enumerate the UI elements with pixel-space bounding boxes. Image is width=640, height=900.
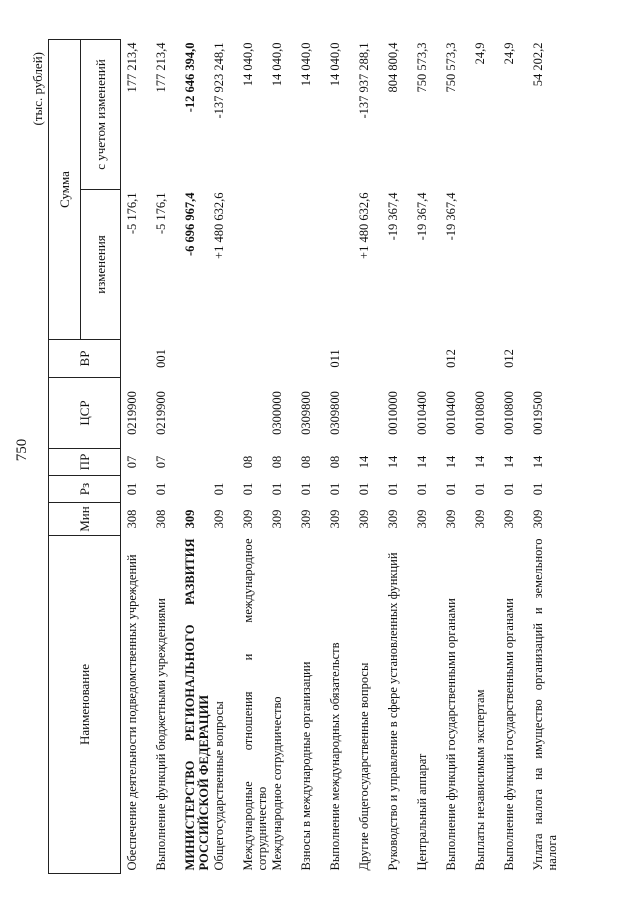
row-pr: 08 — [299, 455, 313, 469]
row-csr: 0309800 — [299, 391, 313, 435]
row-name: Выполнение международных обязательств — [328, 642, 342, 871]
row-csr: 0300000 — [270, 391, 284, 435]
row-name: Обеспечение деятельности подведомственных учреждений — [125, 554, 139, 871]
row-name: Руководство и управление в сфере установленных функций — [386, 552, 400, 871]
row-csr: 0010800 — [502, 391, 516, 435]
row-total: 750 573,3 — [415, 42, 429, 93]
table-row — [444, 40, 473, 874]
row-total: 54 202,2 — [531, 42, 545, 87]
table-row — [154, 40, 183, 874]
row-name: Выполнение функций государственными органами — [502, 598, 516, 871]
table-row — [502, 40, 531, 874]
row-pr: 07 — [125, 455, 139, 469]
row-min: 309 — [270, 509, 284, 529]
units-label: (тыс. рублей) — [30, 52, 45, 126]
row-pr: 14 — [386, 455, 400, 469]
row-csr — [212, 378, 241, 449]
row-changes: -19 367,4 — [415, 192, 429, 241]
row-name: Выполнение функций бюджетными учреждениями — [154, 598, 168, 871]
row-vr: 001 — [154, 349, 168, 368]
row-csr — [241, 378, 270, 449]
row-rz: 01 — [444, 482, 458, 496]
row-min: 309 — [241, 509, 255, 529]
row-changes: -5 176,1 — [125, 192, 139, 235]
row-pr: 14 — [502, 455, 516, 469]
row-vr — [183, 340, 212, 378]
row-csr — [357, 378, 386, 449]
row-changes — [270, 190, 299, 340]
row-min: 309 — [212, 509, 226, 529]
row-rz: 01 — [270, 482, 284, 496]
row-total: 24,9 — [473, 42, 487, 65]
row-name: Выполнение функций государственными органами — [444, 598, 458, 871]
header-csr: ЦСР — [49, 378, 121, 449]
table-row — [270, 40, 299, 874]
table-row — [415, 40, 444, 874]
row-min: 309 — [502, 509, 516, 529]
row-min: 309 — [357, 509, 371, 529]
row-pr: 14 — [473, 455, 487, 469]
row-changes — [473, 190, 502, 340]
row-min: 309 — [328, 509, 342, 529]
table-row — [183, 40, 212, 874]
row-vr — [270, 340, 299, 378]
header-summa: Сумма — [49, 40, 81, 340]
row-total: 177 213,4 — [154, 42, 168, 93]
row-total: -137 937 288,1 — [357, 42, 371, 119]
table-row — [212, 40, 241, 874]
row-pr: 08 — [328, 455, 342, 469]
row-total: 750 573,3 — [444, 42, 458, 93]
row-pr: 08 — [270, 455, 284, 469]
row-csr: 0010000 — [386, 391, 400, 435]
row-rz: 01 — [386, 482, 400, 496]
row-vr: 011 — [328, 349, 342, 368]
row-vr — [473, 340, 502, 378]
header-name: Наименование — [49, 536, 121, 874]
table-row — [386, 40, 415, 874]
row-pr: 14 — [444, 455, 458, 469]
row-name: МИНИСТЕРСТВО РЕГИОНАЛЬНОГО РАЗВИТИЯ РОССИЙСКОЙ ФЕДЕРАЦИИ — [183, 538, 211, 871]
row-min: 309 — [299, 509, 313, 529]
row-min: 309 — [415, 509, 429, 529]
row-pr: 14 — [415, 455, 429, 469]
row-csr: 0010400 — [444, 391, 458, 435]
row-changes — [531, 190, 560, 340]
row-pr — [183, 449, 212, 476]
table-row — [121, 40, 155, 874]
row-rz: 01 — [502, 482, 516, 496]
row-rz: 01 — [415, 482, 429, 496]
row-csr: 0010400 — [415, 391, 429, 435]
header-with-changes: с учетом изменений — [81, 40, 121, 190]
row-vr — [357, 340, 386, 378]
header-changes: изменения — [81, 190, 121, 340]
table-row — [328, 40, 357, 874]
row-rz: 01 — [473, 482, 487, 496]
row-csr — [183, 378, 212, 449]
table-row — [531, 40, 560, 874]
row-min: 309 — [444, 509, 458, 529]
row-rz: 01 — [241, 482, 255, 496]
row-vr: 012 — [502, 349, 516, 368]
header-rz: Рз — [49, 476, 121, 503]
row-csr: 0010800 — [473, 391, 487, 435]
row-rz: 01 — [357, 482, 371, 496]
row-changes: -6 696 967,4 — [183, 192, 197, 257]
header-min: Мин — [49, 503, 121, 536]
row-total: 14 040,0 — [241, 42, 255, 87]
row-changes — [241, 190, 270, 340]
budget-table — [48, 39, 560, 874]
row-name: Взносы в международные организации — [299, 661, 313, 871]
row-rz: 01 — [328, 482, 342, 496]
row-vr — [386, 340, 415, 378]
row-name: Другие общегосударственные вопросы — [357, 662, 371, 871]
table-body — [121, 40, 561, 874]
row-pr: 14 — [531, 455, 545, 469]
row-total: 14 040,0 — [328, 42, 342, 87]
table-row — [299, 40, 328, 874]
row-total: 177 213,4 — [125, 42, 139, 93]
row-csr: 0219900 — [154, 391, 168, 435]
row-min: 309 — [531, 509, 545, 529]
row-changes: -5 176,1 — [154, 192, 168, 235]
row-name: Общегосударственные вопросы — [212, 701, 226, 871]
row-vr — [531, 340, 560, 378]
row-csr: 0019500 — [531, 391, 545, 435]
header-vr: ВР — [49, 340, 121, 378]
table-row — [357, 40, 386, 874]
row-rz: 01 — [125, 482, 139, 496]
table-row — [241, 40, 270, 874]
row-min: 309 — [473, 509, 487, 529]
row-name: Международное сотрудничество — [270, 696, 284, 871]
row-rz: 01 — [299, 482, 313, 496]
page-number: 750 — [14, 438, 30, 462]
row-rz: 01 — [531, 482, 545, 496]
row-rz: 01 — [212, 482, 226, 496]
table-row — [473, 40, 502, 874]
row-changes — [299, 190, 328, 340]
row-vr — [415, 340, 444, 378]
row-changes — [502, 190, 531, 340]
row-total: -137 923 248,1 — [212, 42, 226, 119]
row-total: 24,9 — [502, 42, 516, 65]
row-changes — [328, 190, 357, 340]
row-total: 804 800,4 — [386, 42, 400, 93]
row-vr — [241, 340, 270, 378]
row-min: 309 — [386, 509, 400, 529]
row-vr — [121, 340, 155, 378]
row-total: 14 040,0 — [299, 42, 313, 87]
row-changes: -19 367,4 — [444, 192, 458, 241]
row-name: Центральный аппарат — [415, 753, 429, 871]
row-vr: 012 — [444, 349, 458, 368]
row-pr: 08 — [241, 455, 255, 469]
row-min: 309 — [183, 509, 197, 529]
row-rz — [183, 476, 212, 503]
row-min: 308 — [154, 509, 168, 529]
row-name: Выплаты независимым экспертам — [473, 689, 487, 871]
row-total: -12 646 394,0 — [183, 42, 197, 113]
row-pr: 07 — [154, 455, 168, 469]
row-name: Уплата налога на имущество организаций и земельного налога — [531, 538, 559, 871]
row-pr: 14 — [357, 455, 371, 469]
row-pr — [212, 449, 241, 476]
row-vr — [212, 340, 241, 378]
row-rz: 01 — [154, 482, 168, 496]
row-min: 308 — [125, 509, 139, 529]
row-vr — [299, 340, 328, 378]
row-changes: -19 367,4 — [386, 192, 400, 241]
row-changes: +1 480 632,6 — [357, 192, 371, 259]
row-total: 14 040,0 — [270, 42, 284, 87]
row-csr: 0309800 — [328, 391, 342, 435]
header-pr: ПР — [49, 449, 121, 476]
row-csr: 0219900 — [125, 391, 139, 435]
row-changes: +1 480 632,6 — [212, 192, 226, 259]
row-name: Международные отношения и международное сотрудничество — [241, 538, 269, 871]
